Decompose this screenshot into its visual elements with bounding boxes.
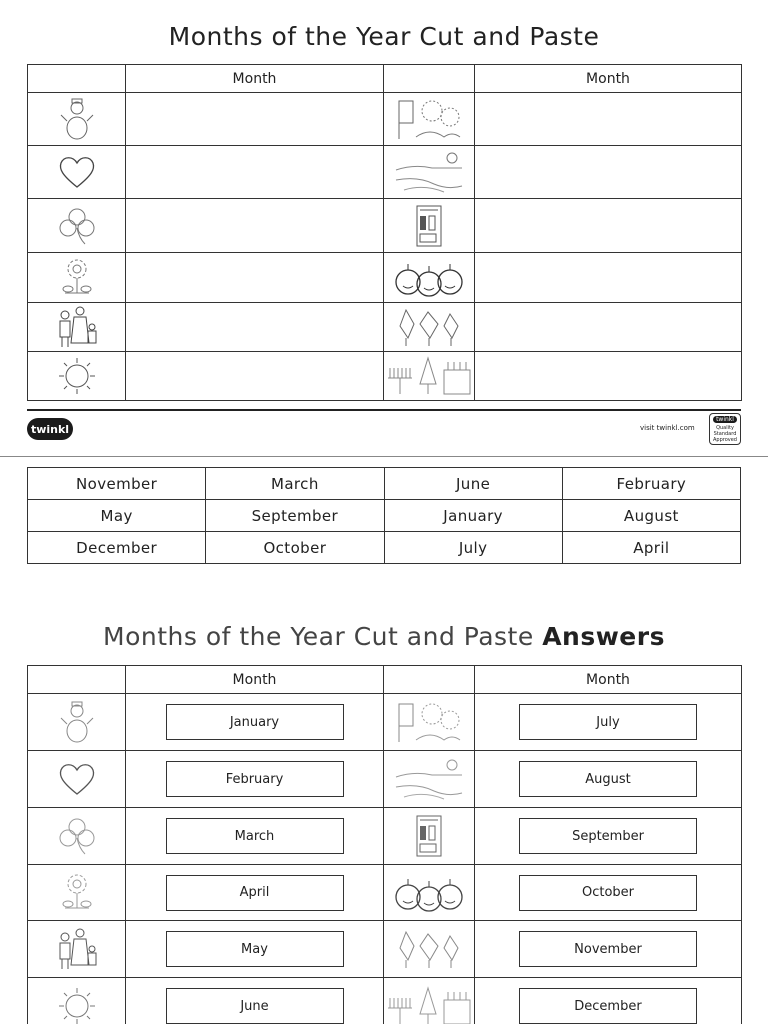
month-card[interactable]: January <box>384 500 562 532</box>
month-blank-right[interactable] <box>475 352 742 401</box>
heart-icon <box>58 762 96 796</box>
answer-cell <box>126 751 384 808</box>
quality-badge-icon <box>709 413 741 445</box>
badge-logo: twinkl <box>713 416 737 423</box>
month-blank-left[interactable] <box>126 93 384 146</box>
picture-cell <box>28 751 126 808</box>
table-row <box>28 93 742 146</box>
picture-cell <box>28 303 126 352</box>
flag-fireworks-icon <box>396 700 462 744</box>
answer-cell <box>126 921 384 978</box>
picture-cell <box>384 751 475 808</box>
picture-cell <box>384 146 475 199</box>
picture-cell <box>384 978 475 1024</box>
school-supplies-icon <box>413 204 445 248</box>
twinkl-logo: twinkl <box>27 418 73 440</box>
month-blank-right[interactable] <box>475 93 742 146</box>
month-card[interactable]: July <box>384 532 562 564</box>
picture-cell <box>28 865 126 921</box>
table-row <box>28 694 742 751</box>
picture-cell <box>384 253 475 303</box>
snowman-icon <box>60 97 94 141</box>
month-card[interactable]: December <box>28 532 206 564</box>
table-row <box>28 146 742 199</box>
picture-cell <box>28 978 126 1024</box>
month-blank-left[interactable] <box>126 253 384 303</box>
answer-box: February <box>166 761 344 797</box>
picture-cell <box>28 694 126 751</box>
answer-cell <box>126 978 384 1024</box>
answers-title <box>0 622 768 651</box>
table-row <box>28 352 742 401</box>
picture-cell <box>384 303 475 352</box>
sun-icon <box>57 986 97 1024</box>
answer-box: October <box>519 875 697 911</box>
answer-box: July <box>519 704 697 740</box>
table-row <box>28 978 742 1024</box>
answer-cell <box>475 808 742 865</box>
picture-cell <box>384 865 475 921</box>
clover-icon <box>57 816 97 856</box>
flower-icon <box>59 872 95 914</box>
worksheet-table <box>27 64 742 401</box>
picture-cell <box>28 146 126 199</box>
answer-cell <box>475 694 742 751</box>
picture-header <box>28 65 126 93</box>
answer-cell <box>475 751 742 808</box>
cards-row <box>28 500 741 532</box>
month-blank-left[interactable] <box>126 352 384 401</box>
answer-cell <box>126 694 384 751</box>
flower-icon <box>59 257 95 299</box>
answer-box: December <box>519 988 697 1024</box>
table-row <box>28 865 742 921</box>
footer-divider <box>27 409 741 411</box>
cards-row <box>28 468 741 500</box>
month-blank-left[interactable] <box>126 303 384 352</box>
answers-title-bold: Answers <box>542 622 665 651</box>
month-blank-right[interactable] <box>475 303 742 352</box>
answer-box: September <box>519 818 697 854</box>
family-icon <box>56 927 98 971</box>
table-row <box>28 253 742 303</box>
beach-icon <box>394 757 464 801</box>
cards-row <box>28 532 741 564</box>
badge-text: Quality Standard Approved <box>713 425 737 443</box>
answer-cell <box>475 865 742 921</box>
month-card[interactable]: September <box>206 500 384 532</box>
picture-cell <box>384 352 475 401</box>
answers-table <box>27 665 742 1024</box>
clover-icon <box>57 206 97 246</box>
answer-cell <box>475 921 742 978</box>
picture-header <box>28 666 126 694</box>
leaves-icon <box>394 306 464 348</box>
picture-cell <box>384 921 475 978</box>
header-row <box>28 65 742 93</box>
table-row <box>28 199 742 253</box>
month-cards-table <box>27 467 741 564</box>
answer-box: January <box>166 704 344 740</box>
month-header-left: Month <box>126 65 384 93</box>
month-header-left: Month <box>126 666 384 694</box>
picture-cell <box>384 93 475 146</box>
heart-icon <box>58 155 96 189</box>
answer-box: August <box>519 761 697 797</box>
picture-cell <box>28 199 126 253</box>
picture-cell <box>384 694 475 751</box>
sun-icon <box>57 356 97 396</box>
month-card[interactable]: October <box>206 532 384 564</box>
visit-link: visit twinkl.com <box>640 424 695 432</box>
picture-cell <box>28 352 126 401</box>
page-divider <box>0 456 768 457</box>
month-header-right: Month <box>475 65 742 93</box>
month-blank-left[interactable] <box>126 199 384 253</box>
month-card[interactable]: June <box>384 468 562 500</box>
worksheet-title: Months of the Year Cut and Paste <box>168 22 600 51</box>
pumpkins-icon <box>394 258 464 298</box>
answer-cell <box>475 978 742 1024</box>
picture-cell <box>28 253 126 303</box>
month-card[interactable]: March <box>206 468 384 500</box>
month-card[interactable]: August <box>562 500 740 532</box>
month-header-right: Month <box>475 666 742 694</box>
table-row <box>28 303 742 352</box>
month-card[interactable]: November <box>28 468 206 500</box>
header-row <box>28 666 742 694</box>
table-row <box>28 751 742 808</box>
month-card[interactable]: April <box>562 532 740 564</box>
pumpkins-icon <box>394 873 464 913</box>
answers-title-main: Months of the Year Cut and Paste <box>103 622 534 651</box>
month-blank-right[interactable] <box>475 199 742 253</box>
answer-box: March <box>166 818 344 854</box>
answer-box: April <box>166 875 344 911</box>
flag-fireworks-icon <box>396 97 462 141</box>
month-blank-right[interactable] <box>475 253 742 303</box>
picture-cell <box>28 921 126 978</box>
month-blank-right[interactable] <box>475 146 742 199</box>
picture-cell <box>384 808 475 865</box>
picture-cell <box>28 93 126 146</box>
leaves-icon <box>394 928 464 970</box>
family-icon <box>56 305 98 349</box>
snowman-icon <box>60 700 94 744</box>
answer-box: June <box>166 988 344 1024</box>
table-row <box>28 808 742 865</box>
school-supplies-icon <box>413 814 445 858</box>
answer-cell <box>126 808 384 865</box>
month-blank-left[interactable] <box>126 146 384 199</box>
table-row <box>28 921 742 978</box>
holiday-candles-icon <box>386 984 472 1024</box>
month-card[interactable]: May <box>28 500 206 532</box>
picture-cell <box>28 808 126 865</box>
beach-icon <box>394 150 464 194</box>
answer-cell <box>126 865 384 921</box>
holiday-candles-icon <box>386 354 472 398</box>
month-card[interactable]: February <box>562 468 740 500</box>
answer-box: November <box>519 931 697 967</box>
picture-header <box>384 666 475 694</box>
picture-header <box>384 65 475 93</box>
picture-cell <box>384 199 475 253</box>
answer-box: May <box>166 931 344 967</box>
